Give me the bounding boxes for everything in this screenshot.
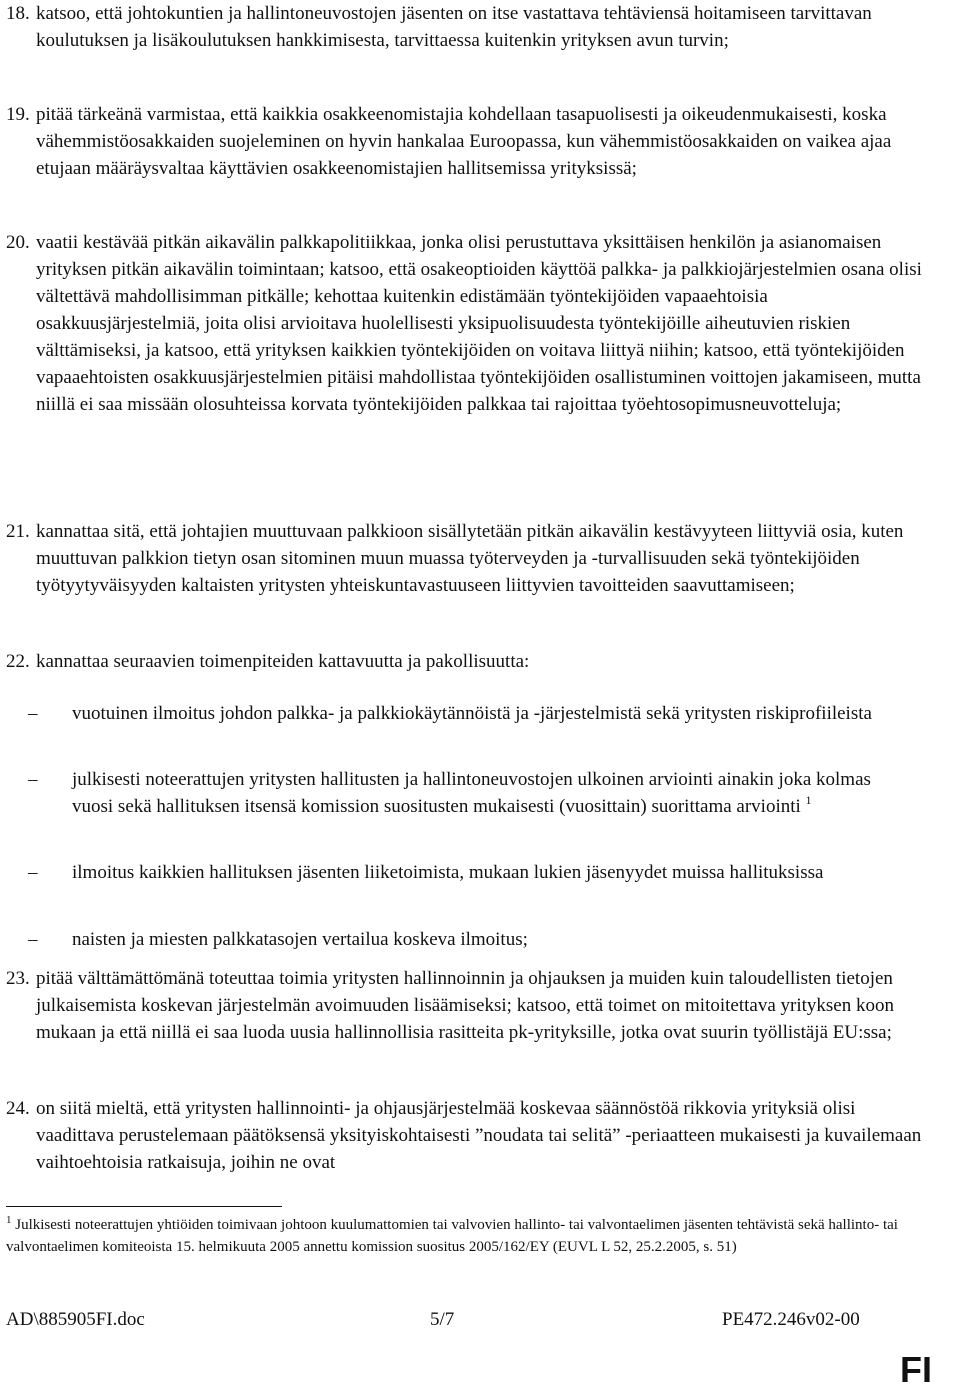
paragraph-number: 18. <box>6 3 30 24</box>
paragraph-text: pitää välttämättömänä toteuttaa toimia yritysten hallinnoinnin ja ohjauksen ja muiden kuin taloudellisten tietojen julkaisemista koskevan järjestelmän avoimuuden lisäämiseksi; katsoo, että toimet on mitoitettava yrityksen koon mukaan ja että niillä ei saa luoda uusia hallinnollisia rasitteita pk-yrityksille, jotka ovat suurin työllistäjä EU:ssa; <box>36 968 894 1043</box>
dash-marker: – <box>28 862 38 883</box>
dash-marker: – <box>28 703 38 724</box>
dash-marker: – <box>28 929 38 950</box>
footnote-reference[interactable]: 1 <box>805 793 812 807</box>
bullet-item <box>28 700 882 727</box>
footer-page-number: 5/7 <box>430 1309 455 1330</box>
footnote-mark: 1 <box>6 1214 12 1226</box>
paragraph-22 <box>6 648 924 675</box>
paragraph-24 <box>6 1095 924 1176</box>
footer-document-name: AD\885905FI.doc <box>6 1309 145 1330</box>
bullet-item <box>28 766 882 820</box>
bullet-text: naisten ja miesten palkkatasojen vertailua koskeva ilmoitus; <box>72 929 528 950</box>
paragraph-text: vaatii kestävää pitkän aikavälin palkkapolitiikkaa, jonka olisi perustuttava yksittäisen henkilön ja asianomaisen yrityksen pitkän aikavälin toimintaan; katsoo, että osakeoptioiden käyttöä palkka- ja palkkiojärjestelmien osana olisi vältettävä mahdollisimman pitkälle; kehottaa kuitenkin edistämään työntekijöiden vapaaehtoisia osakkuusjärjestelmiä, joita olisi arvioitava huolellisesti yksipuolisuudesta työntekijöille aiheutuvien riskien välttämiseksi, ja katsoo, että yrityksen kaikkien työntekijöiden on voitava liittyä niihin; katsoo, että työntekijöiden vapaaehtoisten osakkuusjärjestelmien pitäisi mahdollistaa työntekijöiden osallistuminen voittojen jakamiseen, mutta niillä ei saa missään olosuhteissa korvata työntekijöiden palkkaa tai rajoittaa työehtosopimusneuvotteluja; <box>36 232 922 415</box>
paragraph-text: kannattaa seuraavien toimenpiteiden kattavuutta ja pakollisuutta: <box>36 651 530 672</box>
bullet-item <box>28 859 882 886</box>
paragraph-number: 20. <box>6 232 30 253</box>
paragraph-21 <box>6 518 924 599</box>
language-code: FI <box>900 1349 932 1390</box>
paragraph-text: on siitä mieltä, että yritysten hallinnointi- ja ohjausjärjestelmää koskevaa säännöstöä rikkovia yrityksiä olisi vaadittava perustelemaan päätöksensä yksityiskohtaisesti ”noudata tai selitä” -periaatteen mukaisesti ja kuvailemaan vaihtoehtoisia ratkaisuja, joihin ne ovat <box>36 1098 922 1173</box>
footnote <box>6 1214 906 1258</box>
bullet-text: julkisesti noteerattujen yritysten hallitusten ja hallintoneuvostojen ulkoinen arviointi ainakin joka kolmas vuosi sekä hallituksen itsensä komission suositusten mukaisesti (vuosittain) suorittama arviointi <box>72 769 871 817</box>
paragraph-19 <box>6 101 924 182</box>
paragraph-number: 19. <box>6 104 30 125</box>
footer-reference: PE472.246v02-00 <box>722 1309 860 1330</box>
paragraph-text: katsoo, että johtokuntien ja hallintoneuvostojen jäsenten on itse vastattava tehtäviensä hoitamiseen tarvittavan koulutuksen ja lisäkoulutuksen hankkimisesta, tarvittaessa kuitenkin yrityksen avun turvin; <box>36 3 872 51</box>
paragraph-20 <box>6 229 924 418</box>
bullet-item <box>28 926 882 953</box>
bullet-text: ilmoitus kaikkien hallituksen jäsenten liiketoimista, mukaan lukien jäsenyydet muissa hallituksissa <box>72 862 824 883</box>
footnote-separator <box>6 1206 282 1207</box>
dash-marker: – <box>28 769 38 790</box>
bullet-text: vuotuinen ilmoitus johdon palkka- ja palkkiokäytännöistä ja -järjestelmistä sekä yritysten riskiprofiileista <box>72 703 872 724</box>
paragraph-number: 22. <box>6 651 30 672</box>
paragraph-number: 24. <box>6 1098 30 1119</box>
paragraph-number: 23. <box>6 968 30 989</box>
paragraph-number: 21. <box>6 521 30 542</box>
footnote-text: Julkisesti noteerattujen yhtiöiden toimivaan johtoon kuulumattomien tai valvovien hallinto- tai valvontaelimen jäsenten tehtävistä sekä hallinto- tai valvontaelimen komiteoista 15. helmikuuta 2005 annettu komission suositus 2005/162/EY (EUVL L 52, 25.2.2005, s. 51) <box>6 1217 898 1255</box>
paragraph-23 <box>6 965 924 1046</box>
paragraph-18 <box>6 0 924 54</box>
paragraph-text: kannattaa sitä, että johtajien muuttuvaan palkkioon sisällytetään pitkän aikavälin kestävyyteen liittyviä osia, kuten muuttuvan palkkion tietyn osan sitominen muun muassa työterveyden ja -turvallisuuden sekä työntekijöiden työtyytyväisyyden kaltaisten yritysten yhteiskuntavastuuseen liittyvien tavoitteiden saavuttamiseen; <box>36 521 904 596</box>
paragraph-text: pitää tärkeänä varmistaa, että kaikkia osakkeenomistajia kohdellaan tasapuolisesti ja oikeudenmukaisesti, koska vähemmistöosakkaiden suojeleminen on hyvin hankalaa Euroopassa, kun vähemmistöosakkaiden on vaikea ajaa etujaan määräysvaltaa käyttävien osakkeenomistajien hallitsemissa yrityksissä; <box>36 104 892 179</box>
